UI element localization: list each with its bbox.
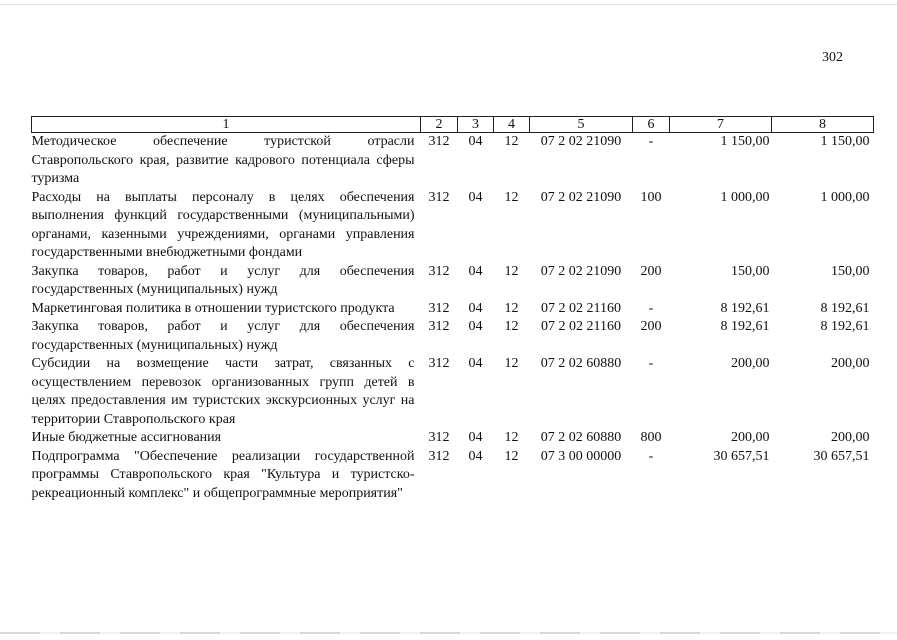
row-amount-a: 8 192,61 [720, 319, 770, 334]
row-subsection: 12 [504, 448, 519, 464]
row-amount-b: 200,00 [831, 430, 870, 445]
row-ministry: 312 [428, 300, 450, 316]
row-expense-type: 800 [640, 430, 662, 445]
row-name: Субсидии на возмещение части затрат, связанных с осуществлением перевозок организованных групп детей в целях предоставления им туристских экскурсионных услуг на территории Ставропольского края [31, 356, 415, 427]
table-row [32, 133, 874, 189]
row-name: Методическое обеспечение туристской отрасли Ставропольского края, развитие кадрового потенциала сферы туризма [31, 134, 415, 186]
row-name: Иные бюджетные ассигнования [31, 430, 222, 445]
row-name: Расходы на выплаты персоналу в целях обеспечения выполнения функций государственными (муниципальными) органами, казенными учреждениями, органами управления государственными внебюджетными фондами [31, 189, 415, 260]
row-amount-b: 1 150,00 [820, 134, 870, 149]
row-expense-type: 200 [640, 263, 662, 279]
row-amount-b: 8 192,61 [820, 300, 870, 316]
row-subsection: 12 [504, 300, 519, 316]
header-cell: 7 [670, 117, 772, 133]
table-row [32, 318, 874, 355]
row-amount-b: 150,00 [831, 263, 870, 279]
row-amount-a: 200,00 [731, 356, 770, 371]
table-row [32, 429, 874, 448]
row-target: 07 2 02 60880 [540, 430, 622, 445]
row-subsection: 12 [504, 319, 519, 334]
row-name: Закупка товаров, работ и услуг для обеспечения государственных (муниципальных) нужд [31, 263, 415, 297]
row-section: 04 [468, 189, 483, 205]
row-section: 04 [468, 356, 483, 371]
row-ministry: 312 [428, 319, 450, 334]
row-expense-type: 100 [640, 189, 662, 205]
scan-edge-bottom [0, 632, 897, 634]
header-cell: 3 [458, 117, 494, 133]
row-amount-b: 30 657,51 [813, 448, 870, 464]
row-target: 07 3 00 00000 [540, 448, 622, 464]
row-ministry: 312 [428, 189, 450, 205]
row-ministry: 312 [428, 448, 450, 464]
table-row [32, 263, 874, 300]
row-section: 04 [468, 430, 483, 445]
budget-table [31, 116, 874, 503]
row-amount-a: 1 150,00 [720, 134, 770, 149]
row-target: 07 2 02 60880 [540, 356, 622, 371]
row-section: 04 [468, 319, 483, 334]
header-cell: 5 [530, 117, 633, 133]
row-subsection: 12 [504, 189, 519, 205]
row-ministry: 312 [428, 356, 450, 371]
header-cell: 1 [32, 117, 421, 133]
row-ministry: 312 [428, 134, 450, 149]
table-row [32, 355, 874, 429]
row-amount-b: 200,00 [831, 356, 870, 371]
table-row [32, 300, 874, 319]
row-amount-a: 200,00 [731, 430, 770, 445]
row-target: 07 2 02 21160 [541, 319, 621, 334]
row-ministry: 312 [428, 263, 450, 279]
table-row [32, 189, 874, 263]
header-cell: 2 [421, 117, 458, 133]
row-amount-b: 8 192,61 [820, 319, 870, 334]
row-expense-type: 200 [640, 319, 662, 334]
row-amount-a: 1 000,00 [720, 189, 770, 205]
row-name: Подпрограмма "Обеспечение реализации государственной программы Ставропольского края "Культура и туристско-рекреационный комплекс" и общепрограммные мероприятия" [31, 448, 415, 501]
row-name: Закупка товаров, работ и услуг для обеспечения государственных (муниципальных) нужд [31, 319, 415, 353]
row-amount-a: 30 657,51 [713, 448, 770, 464]
row-section: 04 [468, 300, 483, 316]
row-section: 04 [468, 134, 483, 149]
row-expense-type: - [648, 448, 654, 464]
row-subsection: 12 [504, 356, 519, 371]
row-subsection: 12 [504, 134, 519, 149]
header-cell: 8 [772, 117, 874, 133]
row-target: 07 2 02 21090 [540, 189, 622, 205]
row-amount-b: 1 000,00 [820, 189, 870, 205]
row-expense-type: - [648, 356, 654, 371]
row-subsection: 12 [504, 263, 519, 279]
row-target: 07 2 02 21090 [540, 134, 622, 149]
row-section: 04 [468, 263, 483, 279]
row-expense-type: - [648, 134, 654, 149]
row-amount-a: 150,00 [731, 263, 770, 279]
row-target: 07 2 02 21160 [541, 300, 621, 316]
table-row [32, 448, 874, 504]
row-target: 07 2 02 21090 [540, 263, 622, 279]
row-section: 04 [468, 448, 483, 464]
row-amount-a: 8 192,61 [720, 300, 770, 316]
header-cell: 4 [494, 117, 530, 133]
table-header-row [32, 117, 874, 133]
scan-edge-top [0, 4, 897, 5]
page-number: 302 [822, 50, 843, 65]
header-cell: 6 [633, 117, 670, 133]
row-expense-type: - [648, 300, 654, 316]
row-subsection: 12 [504, 430, 519, 445]
row-ministry: 312 [428, 430, 450, 445]
row-name: Маркетинговая политика в отношении туристского продукта [31, 300, 395, 316]
